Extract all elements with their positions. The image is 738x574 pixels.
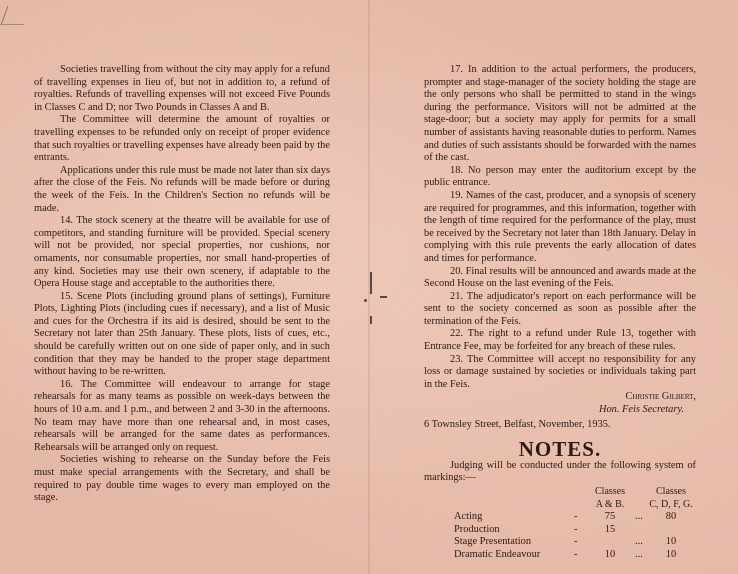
ink-mark (364, 299, 367, 302)
paragraph: 19. Names of the cast, producer, and a synopsis of scenery are required for programmes, and this information, together with the length of time required for the performance of the play, must be received by the Secretary not later than 18th January. Delay in complying with this rule prevents the early allocation of dates and times for performance. (424, 189, 696, 264)
markings-row (424, 549, 696, 562)
markings-row (424, 524, 696, 537)
paragraph: 16. The Committee will endeavour to arrange for stage rehearsals for as many teams as possible on week-days between the hours of 10 a.m. and 1 p.m., and between 2 and 3-30 in the afternoons. No team may have more than one rehearsal and, in most cases, rehearsals will be arranged for the same dates as performances. Rehearsals will be arranged only on request. (34, 378, 330, 453)
marking-value-c: 10 (665, 536, 677, 548)
right-column (424, 64, 696, 562)
paragraph: The Committee will determine the amount of royalties or travelling expenses to be refunded only on receipt of proper evidence that such royalties or travelling expenses have already been paid by the entrants. (34, 114, 330, 164)
paragraph: 17. In addition to the actual performers, the producers, prompter and stage-manager of the society holding the stage are the only persons who shall be permitted to stand in the wings during the performance. Visitors will not be admitted at the stage-door; but a society may apply for permits for a small number of assistants having reasonable duties to perform. Names and duties of such assistants should be forwarded with the names of the cast. (424, 64, 696, 164)
signature-name: Christie Gilbert, (625, 391, 696, 403)
notes-heading: NOTES. (518, 437, 602, 462)
corner-fold-mark (1, 6, 31, 25)
ink-mark (380, 296, 387, 298)
paragraph: 20. Final results will be announced and awards made at the Second House on the last evening of the Feis. (424, 265, 696, 290)
marking-value-a: 75 (604, 511, 616, 523)
dash: - (574, 511, 578, 523)
left-column (34, 64, 330, 505)
paragraph: 23. The Committee will accept no responsibility for any loss or damage sustained by societies or individuals taking part in the Feis. (424, 353, 696, 390)
dash: - (574, 548, 578, 560)
header-classes-c: Classes (656, 486, 686, 497)
notes-intro: Judging will be conducted under the following system of markings:— (424, 459, 696, 484)
markings-row (424, 511, 696, 524)
paragraph: Societies wishing to rehearse on the Sunday before the Feis must make special arrangements with the Secretary, and shall be required to pay double time wages to every man employed on the stage. (34, 454, 330, 504)
markings-table (424, 486, 696, 562)
markings-row (424, 536, 696, 549)
marking-value-a (588, 536, 632, 549)
ellipsis: ... (635, 536, 643, 548)
markings-subheader-row (424, 499, 696, 512)
marking-label: Stage Presentation (454, 536, 532, 548)
marking-value-c: 10 (665, 548, 677, 560)
header-classes-c-sub: C, D, F, G. (649, 498, 693, 510)
ink-mark (370, 272, 372, 294)
ellipsis: ... (635, 511, 643, 523)
paragraph: 22. The right to a refund under Rule 13, together with Entrance Fee, may be forfeited for any breach of these rules. (424, 328, 696, 353)
paragraph: Applications under this rule must be made not later than six days after the close of the Feis. No refunds will be made before or during the week of the Feis. In the Children's Section no refunds will be made. (34, 164, 330, 214)
paragraph: 18. No person may enter the auditorium except by the public entrance. (424, 164, 696, 189)
paragraph: 21. The adjudicator's report on each performance will be sent to the society concerned as soon as possible after the termination of the Feis. (424, 290, 696, 327)
marking-value-a: 15 (604, 523, 616, 535)
marking-label: Acting (454, 511, 483, 523)
dash: - (574, 536, 578, 548)
paragraph: 14. The stock scenery at the theatre will be available for use of competitors, and standing furniture will be provided. Special scenery will not be provided, nor special properties, nor cushions, nor ornaments, nor consumable properties, nor small hand-properties of any kind. Societies may use their own scenery, if adaptable to the Opera House stage and acceptable to the authorities there. (34, 215, 330, 290)
signature-block (424, 391, 696, 416)
signature-title: Hon. Feis Secretary. (598, 404, 684, 416)
markings-header-row (424, 486, 696, 499)
paragraph: 15. Scene Plots (including ground plans of settings), Furniture Plots, Lighting Plots (including cues if necessary), and a list of Music and cues for the Orchestra if its aid is desired, should be sent to the Secretary not later than 25th January. These plots, lists of cues, etc., should be carefully written out on one side of paper only, and in such condition that they may be handed to the proper stage department without having to be re-written. (34, 290, 330, 378)
dash: - (574, 523, 578, 535)
ink-mark (370, 316, 372, 324)
marking-value-a: 10 (604, 548, 616, 560)
header-classes-a-sub: A & B. (595, 498, 625, 510)
address-line: 6 Townsley Street, Belfast, November, 1935. (424, 418, 611, 430)
marking-label: Dramatic Endeavour (454, 548, 541, 560)
header-classes-a: Classes (595, 486, 625, 497)
marking-value-c: 80 (665, 511, 677, 523)
marking-label: Production (454, 523, 500, 535)
paragraph: Societies travelling from without the city may apply for a refund of travelling expenses in lieu of, but not in addition to, a refund of royalties. Refunds of travelling expenses will not exceed Five Pounds in Classes C and D; nor Two Pounds in Classes A and B. (34, 64, 330, 113)
ellipsis: ... (635, 548, 643, 560)
marking-value-c (646, 524, 696, 537)
